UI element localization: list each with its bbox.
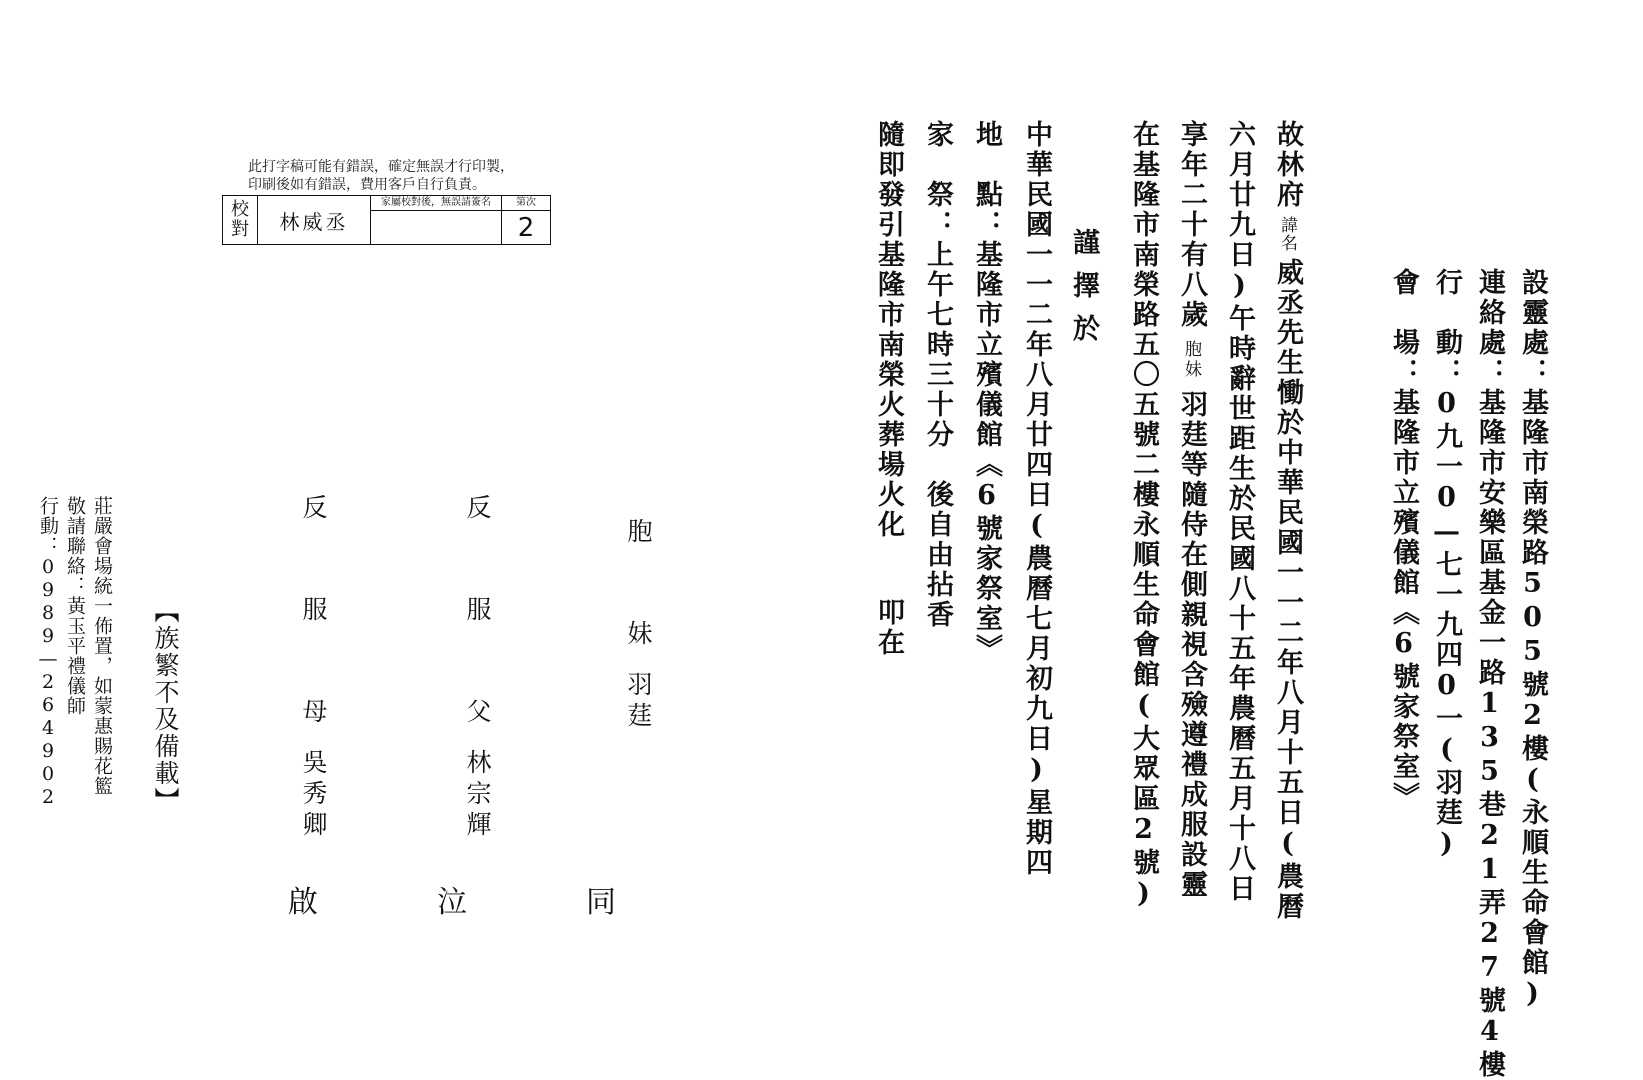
proof-label-text: 校對	[231, 199, 249, 240]
venue-text: 基隆市南榮路505號2樓(永順生命會館)	[1517, 388, 1548, 1012]
mourner-3-relation: 反 服 母	[299, 494, 328, 749]
flowers-note: 莊嚴會場統一佈置，如蒙惠賜花籃	[91, 496, 113, 796]
mourner-3	[301, 494, 326, 842]
place-line: 地 點：基隆市立殯儀館《6號家祭室》	[971, 120, 1002, 664]
mourner-1-relation: 胞 妹	[624, 518, 653, 671]
body-column-4: 在基隆市南榮路五〇五號二樓永順生命會館(大眾區2號)	[1128, 120, 1159, 912]
body-col3-age: 享年二十有八歲	[1176, 120, 1207, 330]
proof-sign-header: 家屬校對後，無誤請簽名	[371, 196, 501, 211]
deceased-family: 故林府	[1272, 120, 1303, 210]
proof-note-line-2: 印刷後如有錯誤，費用客戶自行負責。	[248, 177, 486, 193]
contact-mobile: 行動：0989—264902	[37, 496, 59, 809]
body-col3-rest: 羽莛等隨侍在側親視含殮遵禮成服設靈	[1176, 390, 1207, 900]
sign-qi: 泣	[437, 885, 473, 920]
honorific: 諱名	[1277, 216, 1297, 252]
hall-line	[1390, 268, 1417, 812]
rite-line: 家 祭：上午七時三十分 後自由拈香	[922, 120, 953, 630]
venue-label: 設靈處：	[1517, 268, 1548, 388]
body-column-2: 六月廿九日)午時辭世距生於民國八十五年農曆五月十八日	[1224, 120, 1255, 904]
date-line: 中華民國一一二年八月廿四日(農曆七月初九日)星期四	[1021, 120, 1052, 878]
proof-label	[223, 196, 258, 245]
body-column-5: 謹擇於	[1068, 228, 1099, 357]
mourner-2	[465, 494, 490, 842]
contact-line	[1476, 268, 1503, 1080]
venue-line	[1519, 268, 1546, 1012]
contact-note: 敬請聯絡：黃玉平禮儀師	[64, 496, 86, 716]
sign-tong: 同	[586, 885, 622, 920]
contact-text: 基隆市安樂區基金一路135巷21弄27號4樓	[1474, 388, 1505, 1080]
mourner-3-name: 吳秀卿	[299, 749, 328, 842]
proof-version-cell	[502, 196, 551, 245]
mourner-1	[626, 518, 651, 733]
family-note: 【族繁不及備載】	[151, 598, 180, 814]
mourner-2-name: 林宗輝	[463, 749, 492, 842]
proof-table	[222, 195, 551, 245]
mobile-label: 行 動：	[1431, 268, 1462, 388]
mobile-line	[1433, 268, 1460, 862]
hall-label: 會 場：	[1388, 268, 1419, 388]
mourner-1-name: 羽莛	[624, 671, 653, 733]
proof-note-line-1: 此打字稿可能有錯誤，確定無誤才行印製，	[248, 159, 514, 175]
relation-sister: 胞妹	[1181, 340, 1201, 380]
contact-label: 連絡處：	[1474, 268, 1505, 388]
sign-qi2: 啟	[288, 885, 324, 920]
body-column-3	[1178, 120, 1205, 900]
cremation-line: 隨即發引基隆市南榮火葬場火化	[873, 120, 904, 540]
mourner-2-relation: 反 服 父	[463, 494, 492, 749]
proof-signature-cell[interactable]	[371, 196, 502, 245]
proof-version-header: 第次	[502, 196, 550, 211]
proof-disclaimer	[248, 158, 514, 194]
mobile-text: 0九一0—七一九四0一(羽莛)	[1431, 388, 1462, 862]
proof-name: 林威丞	[258, 196, 371, 245]
body-col1-rest: 威丞先生慟於中華民國一一二年八月十五日(農曆	[1272, 258, 1303, 922]
body-column-1	[1274, 120, 1301, 922]
proof-version-number: 2	[517, 213, 535, 243]
closing-text: 叩在	[873, 598, 904, 658]
hall-text: 基隆市立殯儀館《6號家祭室》	[1388, 388, 1419, 812]
